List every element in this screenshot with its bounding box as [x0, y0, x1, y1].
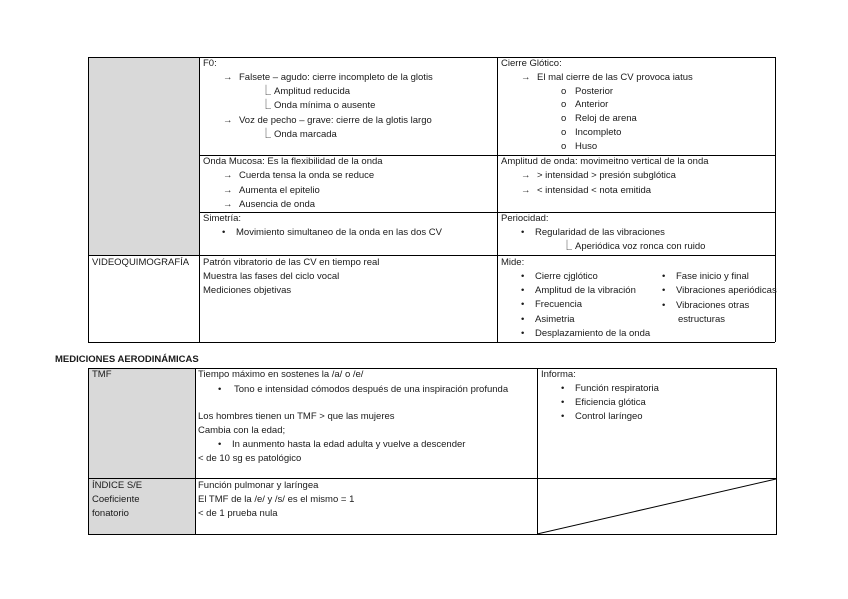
f0-item-voz-pecho: → Voz de pecho – grave: cierre de la glotis largo [223, 115, 432, 127]
f0-item-amplitud: ⎿ Amplitud reducida [261, 86, 350, 98]
cierre-title: Cierre Glótico: [501, 58, 562, 69]
tmf-label: TMF [92, 369, 112, 380]
mide-title: Mide: [501, 257, 525, 268]
amplitud-item: → > intensidad > presión subglótica [521, 170, 676, 182]
tmf-bullet: • In aunmento hasta la edad adulta y vuelve a descender [218, 439, 465, 451]
bottom-table-border [88, 368, 89, 535]
top-table-border [88, 255, 775, 256]
bottom-table-border [88, 368, 776, 369]
amplitud-title: Amplitud de onda: movimeitno vertical de la onda [501, 156, 709, 167]
mide-item: • Desplazamiento de la onda [521, 328, 650, 340]
informa-item: • Función respiratoria [561, 383, 659, 395]
top-table-border [88, 342, 775, 343]
mide-item-right: • Vibraciones aperiódicas [662, 285, 777, 297]
videoquimografia-line: Muestra las fases del ciclo vocal [203, 271, 340, 282]
cierre-item: o Reloj de arena [561, 113, 637, 125]
empty-cell-diagonal [537, 478, 777, 535]
periodicidad-item: • Regularidad de las vibraciones [521, 227, 665, 239]
indice-line: < de 1 prueba nula [198, 508, 278, 519]
mide-item: • Frecuencia [521, 299, 582, 311]
cierre-item: o Incompleto [561, 127, 621, 139]
f0-title: F0: [203, 58, 217, 69]
top-table-border [497, 57, 498, 342]
mide-item: • Asimetria [521, 314, 575, 326]
f0-item-onda-marcada: ⎿ Onda marcada [261, 129, 337, 141]
section-heading: MEDICIONES AERODINÁMICAS [55, 354, 199, 365]
tmf-line: Los hombres tienen un TMF > que las mujeres [198, 411, 395, 422]
f0-item-falsete: → Falsete – agudo: cierre incompleto de la glotis [223, 72, 433, 84]
mide-item-right: • Fase inicio y final [662, 271, 749, 283]
tmf-bullet: • Tono e intensidad cómodos después de una inspiración profunda [218, 384, 509, 395]
tmf-bullet-text: Tono e intensidad cómodos después de una inspiración profunda [234, 384, 509, 395]
indice-label: Coeficiente [92, 494, 140, 505]
top-table-border [199, 212, 775, 213]
videoquimografia-label: VIDEOQUIMOGRAFÍA [92, 257, 190, 268]
f0-item-onda-minima: ⎿ Onda mínima o ausente [261, 100, 375, 112]
onda-mucosa-title: Onda Mucosa: Es la flexibilidad de la onda [203, 156, 383, 167]
top-table-border [775, 57, 776, 342]
top-table-border [88, 57, 89, 342]
cierre-arrow-item: → El mal cierre de las CV provoca iatus [521, 72, 693, 84]
cierre-item: o Huso [561, 141, 597, 153]
informa-item: • Control laríngeo [561, 411, 643, 423]
mide-item: • Cierre cjglótico [521, 271, 598, 283]
amplitud-item: → < intensidad < nota emitida [521, 185, 651, 197]
mide-item-right-cont: estructuras [678, 314, 725, 325]
onda-mucosa-item: → Cuerda tensa la onda se reduce [223, 170, 374, 182]
periodicidad-sub: ⎿ Aperiódica voz ronca con ruido [562, 241, 705, 253]
mide-item-right: • Vibraciones otras [662, 300, 749, 312]
tmf-line: < de 10 sg es patológico [198, 453, 302, 464]
bottom-table-border [195, 368, 196, 535]
indice-line: El TMF de la /e/ y /s/ es el mismo = 1 [198, 494, 355, 505]
videoquimografia-line: Patrón vibratorio de las CV en tiempo real [203, 257, 380, 268]
tmf-line: Cambia con la edad; [198, 425, 286, 436]
onda-mucosa-item: → Aumenta el epitelio [223, 185, 320, 197]
mide-item: • Amplitud de la vibración [521, 285, 636, 297]
indice-label: fonatorio [92, 508, 129, 519]
cierre-item: o Posterior [561, 86, 613, 98]
top-table-label-cell [88, 57, 199, 255]
videoquimografia-line: Mediciones objetivas [203, 285, 292, 296]
tmf-line: Tiempo máximo en sostenes la /a/ o /e/ [198, 369, 364, 380]
simetria-title: Simetría: [203, 213, 242, 224]
top-table-border [199, 57, 200, 342]
informa-title: Informa: [541, 369, 576, 380]
cierre-item: o Anterior [561, 99, 608, 111]
indice-line: Función pulmonar y laríngea [198, 480, 319, 491]
onda-mucosa-item: → Ausencia de onda [223, 199, 315, 211]
top-table-border [88, 57, 775, 58]
indice-label: ÍNDICE S/E [92, 480, 143, 491]
informa-item: • Eficiencia glótica [561, 397, 646, 409]
periodicidad-title: Periocidad: [501, 213, 549, 224]
simetria-item: • Movimiento simultaneo de la onda en las dos CV [222, 227, 442, 239]
